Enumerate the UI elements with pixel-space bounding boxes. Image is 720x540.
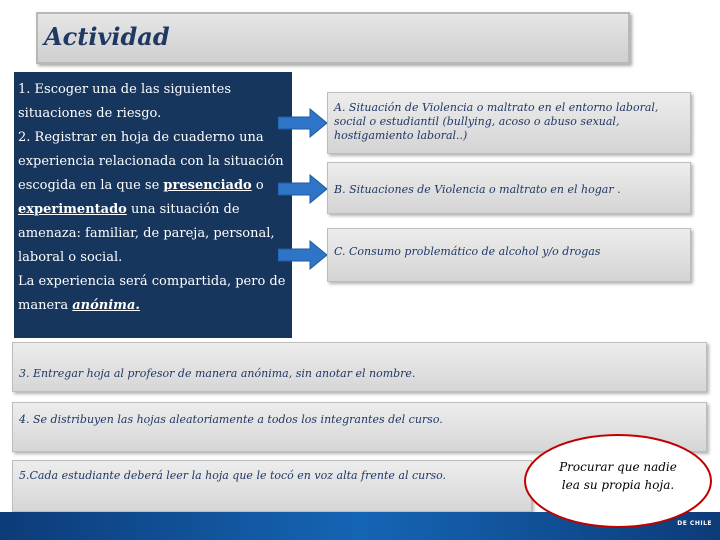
page-title: Actividad — [44, 22, 170, 51]
instruction-2-text-b: o — [251, 178, 264, 193]
instruction-2-text-c: una situación de amenaza: familiar, de pareja, personal, laboral o social. — [18, 202, 275, 265]
instructions-panel — [14, 72, 292, 338]
option-b-box — [327, 162, 691, 214]
instruction-1: 1. Escoger una de las siguientes situaciones de riesgo. — [18, 82, 231, 121]
option-c-box — [327, 228, 691, 282]
instruction-2-presenciado: presenciado — [163, 178, 252, 193]
footer-logo: DE CHILE — [677, 520, 712, 527]
instruction-2-experimentado: experimentado — [18, 202, 127, 217]
step-5-box — [12, 460, 532, 512]
option-b-text: B. Situaciones de Violencia o maltrato en el hogar . — [334, 183, 621, 196]
option-c-text: C. Consumo problemático de alcohol y/o drogas — [334, 245, 601, 258]
instruction-2-text-a: 2. Registrar en hoja de cuaderno una experiencia relacionada con la situación escogida en la que se — [18, 130, 284, 193]
instruction-2 — [18, 126, 288, 270]
step-5-text: 5.Cada estudiante deberá leer la hoja que le tocó en voz alta frente al curso. — [19, 469, 447, 482]
arrow-right-icon — [278, 108, 328, 138]
instruction-3 — [18, 270, 288, 318]
step-3-text: 3. Entregar hoja al profesor de manera anónima, sin anotar el nombre. — [19, 367, 416, 380]
note-line-1: Procurar que nadie — [559, 460, 677, 474]
step-4-text: 4. Se distribuyen las hojas aleatoriamente a todos los integrantes del curso. — [19, 413, 443, 426]
option-a-box — [327, 92, 691, 154]
arrow-right-icon — [278, 240, 328, 270]
arrow-right-icon — [278, 174, 328, 204]
note-text — [523, 458, 713, 494]
step-3-box — [12, 342, 707, 392]
option-a-text: A. Situación de Violencia o maltrato en el entorno laboral, social o estudiantil (bullying, acoso o abuso sexual, hostigamiento laboral..) — [334, 101, 659, 142]
instruction-3-anonima: anónima. — [72, 298, 140, 313]
instruction-3-text: La experiencia será compartida, pero de manera — [18, 274, 286, 313]
note-callout — [523, 432, 713, 530]
note-line-2: lea su propia hoja. — [561, 478, 675, 492]
title-banner — [36, 12, 630, 64]
